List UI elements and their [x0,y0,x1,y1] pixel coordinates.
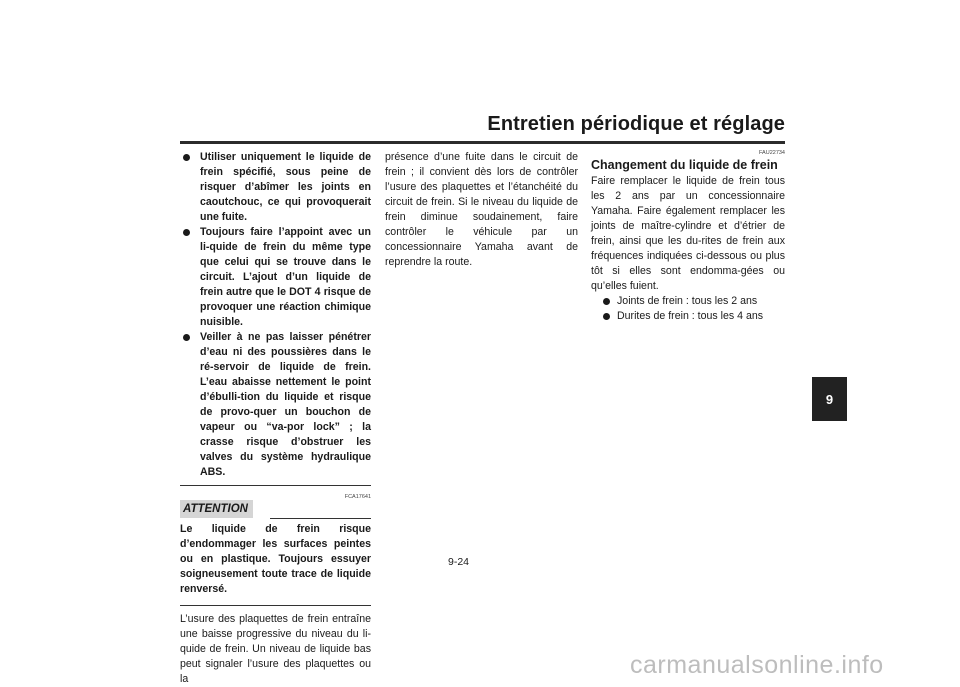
section-divider [180,485,371,486]
bullet-text: Veiller à ne pas laisser pénétrer d’eau ni des poussières dans le ré-servoir de liquide de frein. L’eau abaisse nettement le point d’ébulli-tion du liquide et risque de provo-quer un bouchon de vapeur ou “va-por lock” ; la crasse risque d’obstruer les valves du système hydraulique ABS. [200,331,371,478]
warning-bullet-list [180,150,371,480]
chapter-tab-number: 9 [825,391,834,407]
bullet-dot-icon [183,334,190,341]
attention-code: FCA17641 [344,494,371,500]
page-header-title: Entretien périodique et réglage [487,113,785,135]
list-item [602,309,785,324]
bullet-item [180,330,371,480]
bullet-text: Toujours faire l’appoint avec un li-quide de frein du même type que celui qui se trouve dans le circuit. L’ajout d’un liquide de frein autre que le DOT 4 risque de provoquer une réaction chimique nuisible. [200,226,371,328]
column-3 [591,150,785,324]
bullet-item [180,150,371,225]
attention-end-rule [180,605,371,606]
column-2 [385,150,578,270]
continuation-paragraph: présence d’une fuite dans le circuit de frein ; il convient dès lors de contrôler l’usure des plaquettes et l’étanchéité du circuit de frein. Si le niveau du liquide de frein diminue soudainement, faire contrôler le véhicule par un concessionnaire Yamaha avant de reprendre la route. [385,151,578,268]
chapter-tab[interactable] [812,377,847,421]
bullet-item [180,225,371,330]
list-item-text: Joints de frein : tous les 2 ans [617,295,758,307]
brake-pad-paragraph: L’usure des plaquettes de frein entraîne une baisse progressive du niveau du li-quide de frein. Un niveau de liquide bas peut signaler l’usure des plaquettes ou la [180,613,371,685]
column-1 [180,150,371,687]
bullet-dot-icon [603,313,610,320]
page-number: 9-24 [448,556,470,568]
bullet-dot-icon [183,229,190,236]
watermark[interactable]: carmanualsonline.info [630,651,884,679]
bullet-dot-icon [603,298,610,305]
section-code: FAU22734 [759,150,785,156]
bullet-text: Utiliser uniquement le liquide de frein spécifié, sous peine de risquer d’abîmer les joints en caoutchouc, ce qui provoquerait une fuite. [200,151,371,223]
bullet-dot-icon [183,154,190,161]
attention-header [180,494,371,520]
attention-badge: ATTENTION [180,500,253,518]
section-title: Changement du liquide de frein [591,158,778,172]
list-item [602,294,785,309]
brake-fluid-change-paragraph: Faire remplacer le liquide de frein tous les 2 ans par un concessionnaire Yamaha. Faire également remplacer les joints de maître-cylindre et d’étrier de frein, ainsi que les du-rites de frein aux fréquences indiquées ci-dessous ou plus tôt si elles sont endomma-gées ou qu’elles fuient. [591,175,785,292]
attention-rule [270,518,371,519]
replacement-interval-list [591,294,785,324]
attention-text: Le liquide de frein risque d’endommager les surfaces peintes ou en plastique. Toujours essuyer soigneusement toute trace de liquide renversé. [180,523,371,595]
header-rule [180,141,785,144]
list-item-text: Durites de frein : tous les 4 ans [617,310,764,322]
